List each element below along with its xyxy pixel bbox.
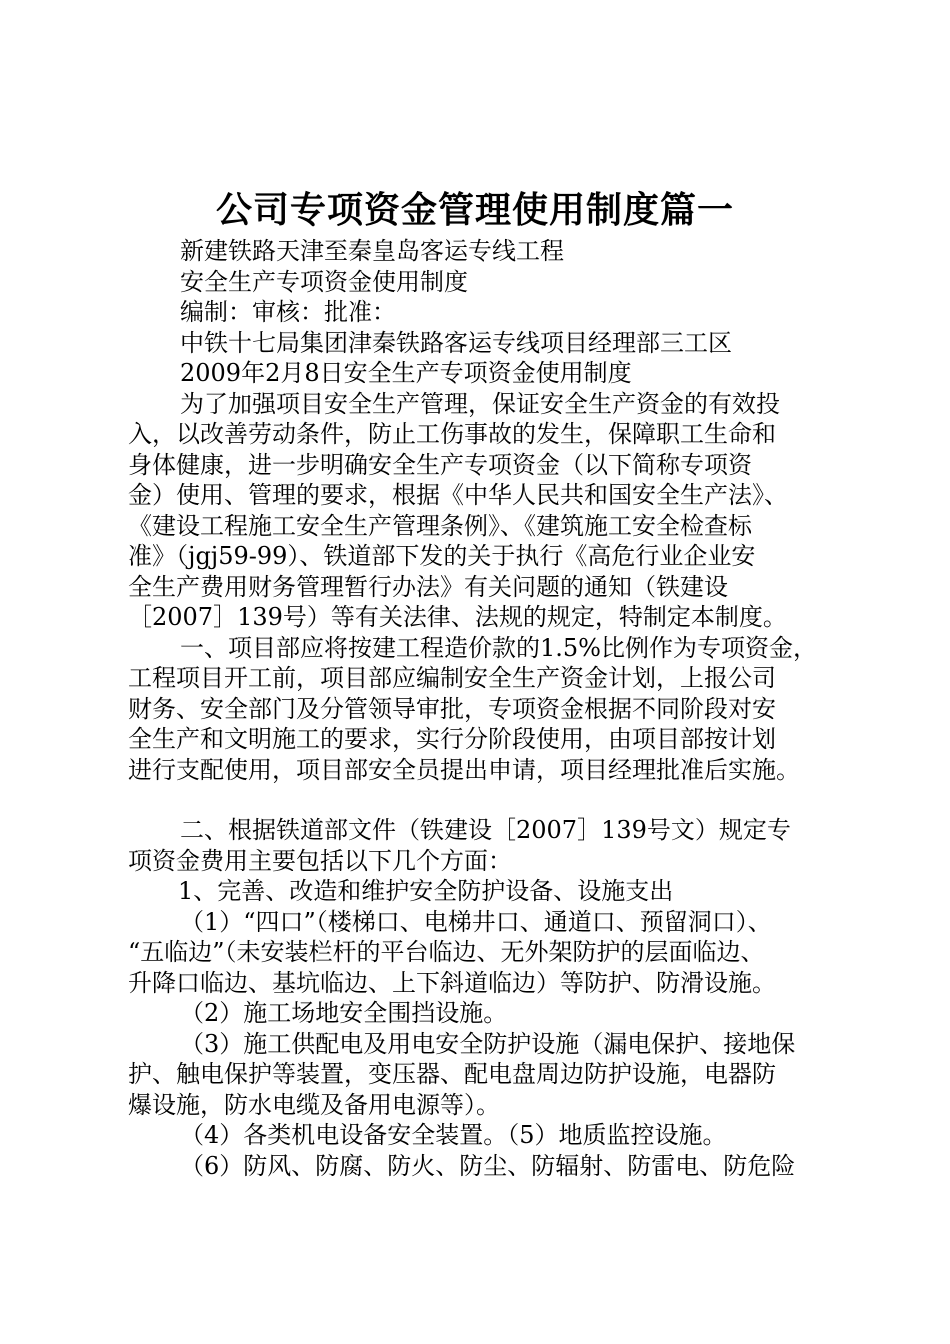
header-line: 2009年2月8日安全生产专项资金使用制度 [180, 359, 632, 387]
list-subitem-3 [128, 1029, 836, 1121]
paragraph-line: 准》（jgj59-99）、铁道部下发的关于执行《高危行业企业安 [128, 542, 756, 570]
paragraph-line: 财务、安全部门及分管领导审批，专项资金根据不同阶段对安 [128, 694, 776, 723]
paragraph-line: 入，以改善劳动条件，防止工伤事故的发生，保障职工生命和 [128, 420, 776, 448]
paragraph-line: （3）施工供配电及用电安全防护设施（漏电保护、接地保 [180, 1029, 796, 1058]
paragraph-line: ［2007］139号）等有关法律、法规的规定，特制定本制度。 [128, 603, 787, 631]
paragraph-line: 二、根据铁道部文件（铁建设［2007］139号文）规定专 [180, 816, 791, 844]
paragraph-line: 全生产费用财务管理暂行办法》有关问题的通知（铁建设 [128, 572, 728, 601]
paragraph-line: 身体健康，进一步明确安全生产专项资金（以下简称专项资 [128, 450, 752, 479]
paragraph-line: （1）“四口”（楼梯口、电梯井口、通道口、预留洞口）、 [180, 907, 772, 936]
header-line: 安全生产专项资金使用制度 [180, 267, 468, 296]
paragraph-section-2 [128, 815, 836, 876]
paragraph-purpose [128, 389, 836, 633]
list-item: 1、完善、改造和维护安全防护设备、设施支出 [178, 877, 674, 905]
header-line: 中铁十七局集团津秦铁路客运专线项目经理部三工区 [180, 328, 732, 357]
document-body [128, 236, 836, 1181]
paragraph-line: 金）使用、管理的要求，根据《中华人民共和国安全生产法》、 [128, 481, 788, 509]
paragraph-line: 护、触电保护等装置，变压器、配电盘周边防护设施，电器防 [128, 1060, 776, 1088]
paragraph-line: “五临边”（未安装栏杆的平台临边、无外架防护的层面临边、 [128, 938, 765, 966]
paragraph-section-1 [128, 633, 836, 786]
paragraph-line: 工程项目开工前，项目部应编制安全生产资金计划，上报公司 [128, 664, 776, 692]
list-subitem-6: （6）防风、防腐、防火、防尘、防辐射、防雷电、防危险 [180, 1151, 796, 1180]
header-line: 新建铁路天津至秦皇岛客运专线工程 [180, 237, 564, 265]
paragraph-line: 项资金费用主要包括以下几个方面： [128, 846, 512, 875]
list-subitem-4-5: （4）各类机电设备安全装置。（5）地质监控设施。 [180, 1121, 727, 1149]
header-line: 编制：审核：批准： [180, 298, 396, 326]
paragraph-gap [128, 785, 836, 815]
paragraph-line: 为了加强项目安全生产管理，保证安全生产资金的有效投 [180, 389, 780, 418]
paragraph-line: 全生产和文明施工的要求，实行分阶段使用，由项目部按计划 [128, 725, 776, 753]
paragraph-line: 爆设施，防水电缆及备用电源等）。 [128, 1090, 500, 1119]
document-title: 公司专项资金管理使用制度篇一 [215, 189, 734, 231]
list-subitem-1 [128, 907, 836, 999]
paragraph-line: 进行支配使用，项目部安全员提出申请，项目经理批准后实施。 [128, 755, 800, 784]
paragraph-line: 《建设工程施工安全生产管理条例》、《建筑施工安全检查标 [128, 511, 752, 540]
paragraph-line: 一、项目部应将按建工程造价款的1.5%比例作为专项资金， [180, 633, 817, 662]
paragraph-line: 升降口临边、基坑临边、上下斜道临边）等防护、防滑设施。 [128, 968, 776, 997]
list-subitem-2: （2）施工场地安全围挡设施。 [180, 999, 508, 1027]
